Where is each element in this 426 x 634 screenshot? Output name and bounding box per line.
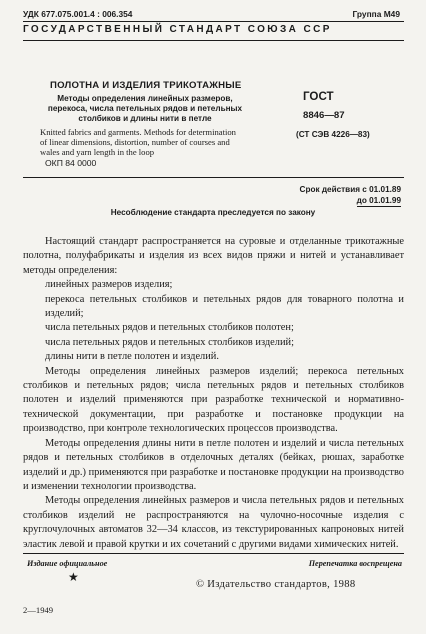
- okp-code: ОКП 84 0000: [45, 158, 97, 168]
- russian-subtitle: Методы определения линейных размеров, перекоса, числа петельных рядов и петельных столбиков и длины нити в петле: [47, 94, 243, 123]
- document-title: ПОЛОТНА И ИЗДЕЛИЯ ТРИКОТАЖНЫЕ: [50, 80, 242, 91]
- list-item: числа петельных рядов и петельных столбиков полотен;: [45, 322, 294, 334]
- official-edition: Издание официальное: [27, 559, 108, 568]
- list-item: линейных размеров изделия;: [45, 279, 173, 291]
- banner-rule: [23, 40, 404, 41]
- validity-period: [300, 184, 401, 207]
- copyright-line: © Издательство стандартов, 1988: [196, 579, 356, 590]
- english-subtitle: Knitted fabrics and garments. Methods for determination of linear dimensions, distortion, number of courses and wales and yarn length in the loop: [40, 127, 236, 157]
- standard-body: [23, 235, 404, 552]
- star-icon: ★: [68, 570, 79, 584]
- validity-start: Срок действия с 01.01.89: [299, 185, 401, 194]
- group-code: Группа М49: [352, 9, 400, 19]
- list-item: длины нити в петле полотен и изделий.: [45, 351, 219, 363]
- print-number: 2—1949: [23, 605, 54, 615]
- exclusion-paragraph: Методы определения линейных размеров и числа петельных рядов и петельных столбиков изделий не распространяются на чулочно-носочные изделия с круглочулочных автоматов 32—34 классов, из текстурированных капроновых нитей эластик левой и правой крутки и их сочетаний с другими видами химических нитей.: [23, 495, 404, 550]
- list-item: перекоса петельных столбиков и петельных рядов для товарного полотна и изделий;: [45, 293, 404, 320]
- list-item: числа петельных рядов и петельных столбиков изделий;: [45, 336, 294, 348]
- validity-end: до 01.01.99: [356, 196, 401, 205]
- gost-number: 8846—87: [303, 110, 345, 121]
- gost-label: ГОСТ: [303, 90, 334, 103]
- state-standard-banner: ГОСУДАРСТВЕННЫЙ СТАНДАРТ СОЮЗА ССР: [23, 24, 332, 35]
- top-rule: [23, 21, 404, 22]
- law-notice: Несоблюдение стандарта преследуется по закону: [110, 208, 316, 217]
- scope-paragraph: Настоящий стандарт распространяется на суровые и отделанные трикотажные полотна, полуфабрикаты и изделия из всех видов пряжи и нитей и устанавливает методы определения:: [23, 236, 404, 276]
- st-sev-reference: (СТ СЭВ 4226—83): [296, 130, 370, 139]
- application-paragraph: Методы определения линейных размеров изделий; перекоса петельных столбиков и петельных рядов; числа петельных рядов и петельных столбиков полотен и изделий применяются при разработке технической и нормативно-технической документации, при разработке и постановке продукции на производство, при контроле технологических процессов производства.: [23, 365, 404, 435]
- reprint-prohibited: Перепечатка воспрещена: [308, 559, 402, 568]
- title-block-rule: [23, 177, 404, 178]
- footer-rule: [23, 553, 404, 554]
- udk-code: УДК 677.075.001.4 : 006.354: [23, 9, 133, 19]
- yarn-length-paragraph: Методы определения длины нити в петле полотен и изделий и числа петельных рядов и петельных столбиков в отделочных деталях (бейках, рюшах, заработке изделий и др.) применяются при разработке и постановке продукции на производство и изменении технологии производства.: [23, 437, 404, 492]
